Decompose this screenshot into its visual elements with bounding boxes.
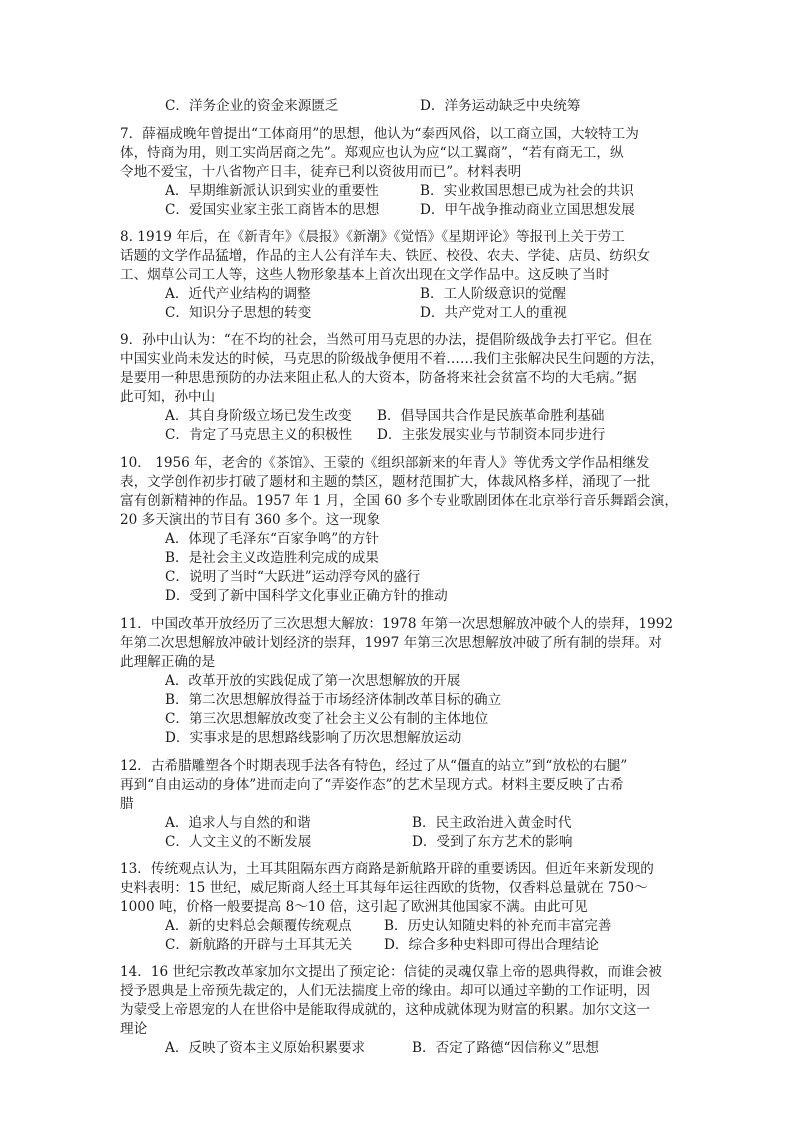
q11-stem-line-3: 此理解正确的是 (120, 654, 216, 670)
q11-option-c: C．第三次思想解放改变了社会主义公有制的主体地位 (165, 711, 489, 727)
q13-stem-line-3: 1000 吨，价格一般要提高 8～10 倍，这引起了欧洲其他国家不满。由此可见 (120, 899, 588, 915)
q12-stem-line-2: 再到“自由运动的身体”进而走向了“弄姿作态”的艺术呈现方式。材料主要反映了古希 (120, 777, 624, 793)
q10-stem-line-2: 表，文学创作初步打破了题材和主题的禁区，题材范围扩大，体裁风格多样，涌现了一批 (120, 474, 651, 490)
q8-option-a: A．近代产业结构的调整 (165, 286, 311, 302)
q7-stem-line-2: 体，恃商为用，则工实尚居商之先”。郑观应也认为应“以工翼商”，“若有商无工，纵 (120, 145, 624, 161)
q9-option-d: D．主张发展实业与节制资本同步进行 (377, 427, 606, 443)
q13-stem-line-1: 13．传统观点认为，土耳其阻隔东西方商路是新航路开辟的重要诱因。但近年来新发现的 (120, 861, 654, 877)
q8-stem-line-1: 8. 1919 年后，在《新青年》《晨报》《新潮》《觉悟》《星期评论》等报刊上关于劳工 (120, 229, 625, 245)
q7-stem-line-1: 7．薛福成晚年曾提出“工体商用”的思想，他认为“泰西风俗，以工商立国，大较特工为 (120, 126, 639, 142)
q14-stem-line-2: 授予恩典是上帝预先裁定的，人们无法揣度上帝的缘由。却可以通过辛勤的工作证明，因 (120, 983, 651, 999)
q14-option-a: A．反映了资本主义原始积累要求 (165, 1040, 366, 1056)
q10-option-b: B．是社会主义改造胜利完成的成果 (165, 550, 379, 566)
q13-option-b: B．历史认知随史料的补充而丰富完善 (384, 918, 612, 934)
q9-option-a: A．其自身阶级立场已发生改变 (165, 408, 352, 424)
q10-option-a: A．体现了毛泽东“百家争鸣”的方针 (165, 531, 380, 547)
q9-option-c: C．肯定了马克思主义的积极性 (165, 427, 353, 443)
q10-option-c: C．说明了当时“大跃进”运动浮夸风的盛行 (165, 569, 421, 585)
q11-option-b: B．第二次思想解放得益于市场经济体制改革目标的确立 (165, 692, 502, 708)
q12-stem-line-3: 腊 (120, 796, 134, 812)
q10-stem-line-4: 20 多天演出的节目有 360 多个。这一现象 (120, 512, 381, 528)
q13-stem-line-2: 史料表明：15 世纪，威尼斯商人经土耳其每年运往西欧的货物，仅香料总量就在 750～ (120, 880, 648, 896)
q13-option-a: A．新的史料总会颠覆传统观点 (165, 918, 352, 934)
q13-option-c: C．新航路的开辟与土耳其无关 (165, 937, 353, 953)
q9-stem-line-1: 9．孙中山认为：“在不均的社会，当然可用马克思的办法，提倡阶级战争去打平它。但在 (120, 332, 653, 348)
q7-option-b: B．实业救国思想已成为社会的共识 (420, 183, 634, 199)
q14-stem-line-4: 理论 (120, 1021, 148, 1037)
q14-stem-line-1: 14．16 世纪宗教改革家加尔文提出了预定论：信徒的灵魂仅靠上帝的恩典得救，而谁会被 (120, 964, 662, 980)
q7-option-c: C．爱国实业家主张工商皆本的思想 (165, 202, 380, 218)
q10-stem-line-1: 10． 1956 年，老舍的《茶馆》、王蒙的《组织部新来的年青人》等优秀文学作品相继发 (120, 455, 650, 471)
q12-option-b: B．民主政治进入黄金时代 (412, 815, 572, 831)
q8-option-c: C．知识分子思想的转变 (165, 305, 312, 321)
q12-stem-line-1: 12．古希腊雕塑各个时期表现手法各有特色，经过了从“僵直的站立”到“放松的右腿” (120, 758, 628, 774)
q6-option-d: D．洋务运动缺乏中央统筹 (420, 98, 581, 114)
q10-option-d: D．受到了新中国科学文化事业正确方针的推动 (165, 588, 448, 604)
q7-option-d: D．甲午战争推动商业立国思想发展 (420, 202, 635, 218)
q11-stem-line-2: 年第二次思想解放冲破计划经济的崇拜，1997 年第三次思想解放冲破了所有制的崇拜。对 (120, 635, 662, 651)
q11-option-a: A．改革开放的实践促成了第一次思想解放的开展 (165, 673, 461, 689)
q13-option-d: D．综合多种史料即可得出合理结论 (384, 937, 599, 953)
q14-stem-line-3: 为蒙受上帝恩宠的人在世俗中是能取得成就的，这种成就体现为财富的积累。加尔文这一 (120, 1002, 651, 1018)
q8-option-d: D．共产党对工人的重视 (420, 305, 567, 321)
q8-option-b: B．工人阶级意识的觉醒 (420, 286, 566, 302)
q10-stem-line-3: 富有创新精神的作品。1957 年 1 月，全国 60 多个专业歌剧团体在北京举行音乐舞蹈会演， (120, 493, 678, 509)
q9-stem-line-4: 此可知，孙中山 (120, 389, 216, 405)
q12-option-a: A．追求人与自然的和谐 (165, 815, 311, 831)
q9-option-b: B．倡导国共合作是民族革命胜利基础 (377, 408, 605, 424)
q11-option-d: D．实事求是的思想路线影响了历次思想解放运动 (165, 730, 462, 746)
q12-option-d: D．受到了东方艺术的影响 (412, 834, 573, 850)
q9-stem-line-2: 中国实业尚未发达的时候，马克思的阶级战争便用不着……我们主张解决民生问题的方法， (120, 351, 664, 367)
q8-stem-line-3: 工、烟草公司工人等，这些人物形象基本上首次出现在文学作品中。这反映了当时 (120, 267, 610, 283)
q8-stem-line-2: 话题的文学作品猛增，作品的主人公有洋车夫、铁匠、校役、农夫、学徒、店员、纺织女 (120, 248, 651, 264)
q7-option-a: A．早期维新派认识到实业的重要性 (165, 183, 379, 199)
q9-stem-line-3: 是要用一种思患预防的办法来阻止私人的大资本，防备将来社会贫富不均的大毛病。”据 (120, 370, 637, 386)
q7-stem-line-3: 令地不爱宝，十八省物产日丰，徒弃已利以资彼用而已”。材料表明 (120, 164, 522, 180)
q11-stem-line-1: 11．中国改革开放经历了三次思想大解放：1978 年第一次思想解放冲破个人的崇拜，1992 (120, 616, 673, 632)
q14-option-b: B．否定了路德“因信称义”思想 (412, 1040, 600, 1056)
q12-option-c: C．人文主义的不断发展 (165, 834, 312, 850)
q6-option-c: C．洋务企业的资金来源匮乏 (165, 98, 339, 114)
